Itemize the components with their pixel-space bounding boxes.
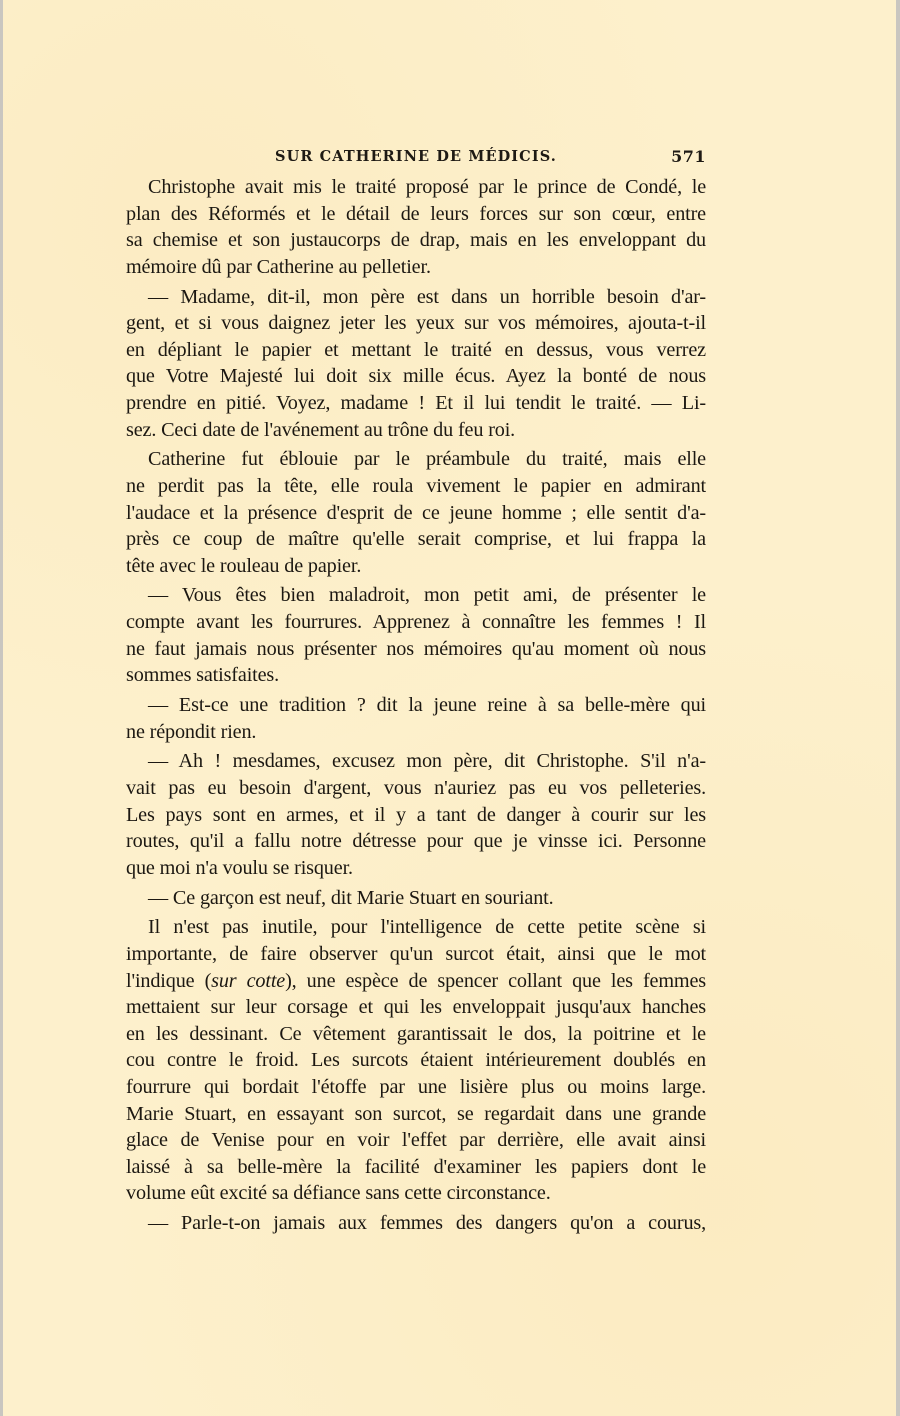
text-line: compte avant les fourrures. Apprenez à connaître les femmes ! Il — [126, 611, 706, 634]
text-line: — Ce garçon est neuf, dit Marie Stuart en souriant. — [148, 886, 554, 909]
text-line: mettaient sur leur corsage et qui les enveloppait jusqu'aux hanches — [126, 996, 706, 1019]
paragraph — [126, 692, 706, 745]
text-line: ne faut jamais nous présenter nos mémoires qu'au moment où nous — [126, 637, 706, 660]
text-line: prendre en pitié. Voyez, madame ! Et il lui tendit le traité. — Li- — [126, 391, 706, 414]
text-line: glace de Venise pour en voir l'effet par derrière, elle avait ainsi — [126, 1129, 706, 1152]
text-line: — Parle-t-on jamais aux femmes des dangers qu'on a courus, — [148, 1212, 706, 1235]
text-line: Catherine fut éblouie par le préambule du traité, mais elle — [148, 448, 706, 471]
paragraph — [126, 174, 706, 280]
paragraph — [126, 1210, 706, 1237]
text-line: laissé à sa belle-mère la facilité d'examiner les papiers dont le — [126, 1155, 706, 1178]
text-line: fourrure qui bordait l'étoffe par une lisière plus ou moins large. — [126, 1075, 706, 1098]
text-line: sa chemise et son justaucorps de drap, mais en les enveloppant du — [126, 229, 706, 252]
text-line: Les pays sont en armes, et il y a tant de danger à courir sur les — [126, 803, 706, 826]
text-line: — Madame, dit-il, mon père est dans un horrible besoin d'ar- — [148, 285, 706, 308]
text-fragment: l'indique ( — [126, 969, 212, 992]
text-line-with-italic — [126, 968, 706, 995]
book-page — [3, 0, 896, 1416]
text-line: — Est-ce une tradition ? dit la jeune reine à sa belle-mère qui — [148, 694, 706, 717]
text-line: ne perdit pas la tête, elle roula vivement le papier en admirant — [126, 474, 706, 497]
text-line: que moi n'a voulu se risquer. — [126, 856, 353, 879]
text-line: volume eût excité sa défiance sans cette circonstance. — [126, 1182, 551, 1205]
text-line: gent, et si vous daignez jeter les yeux sur vos mémoires, ajouta-t-il — [126, 312, 706, 335]
running-head — [123, 146, 706, 170]
text-line: Marie Stuart, en essayant son surcot, se regardait dans une grande — [126, 1102, 706, 1125]
text-line: routes, qu'il a fallu notre détresse pour que je vinsse ici. Personne — [126, 830, 706, 853]
text-line: tête avec le rouleau de papier. — [126, 554, 362, 577]
text-line: importante, de faire observer qu'un surcot était, ainsi que le mot — [126, 942, 706, 965]
text-line: plan des Réformés et le détail de leurs forces sur son cœur, entre — [126, 202, 706, 225]
text-line: en dépliant le papier et mettant le traité en dessus, vous verrez — [126, 338, 706, 361]
paragraph — [126, 446, 706, 579]
italic-term: sur cotte — [211, 969, 286, 992]
text-line: Il n'est pas inutile, pour l'intelligence de cette petite scène si — [148, 916, 706, 939]
running-title: SUR CATHERINE DE MÉDICIS. — [275, 148, 557, 165]
text-line: — Ah ! mesdames, excusez mon père, dit Christophe. S'il n'a- — [148, 750, 706, 773]
page-number: 571 — [671, 147, 706, 166]
text-line: sez. Ceci date de l'avénement au trône du feu roi. — [126, 418, 516, 441]
paragraph — [126, 748, 706, 881]
text-line: en les dessinant. Ce vêtement garantissait le dos, la poitrine et le — [126, 1022, 706, 1045]
text-line: mémoire dû par Catherine au pelletier. — [126, 255, 431, 278]
text-line: — Vous êtes bien maladroit, mon petit ami, de présenter le — [148, 584, 706, 607]
text-line: ne répondit rien. — [126, 720, 257, 743]
text-fragment: ), une espèce de spencer collant que les femmes — [285, 969, 706, 992]
body-text — [126, 174, 706, 1240]
paragraph — [126, 284, 706, 444]
text-line: l'audace et la présence d'esprit de ce jeune homme ; elle sentit d'a- — [126, 501, 706, 524]
text-line: que Votre Majesté lui doit six mille écus. Ayez la bonté de nous — [126, 365, 706, 388]
text-line: cou contre le froid. Les surcots étaient intérieurement doublés en — [126, 1049, 706, 1072]
text-line: sommes satisfaites. — [126, 664, 280, 687]
text-line: vait pas eu besoin d'argent, vous n'auriez pas eu vos pelleteries. — [126, 777, 706, 799]
paragraph — [126, 885, 706, 912]
text-line: près ce coup de maître qu'elle serait comprise, et lui frappa la — [126, 528, 706, 551]
paragraph — [126, 582, 706, 688]
paragraph — [126, 914, 706, 1207]
text-line: Christophe avait mis le traité proposé par le prince de Condé, le — [148, 176, 706, 198]
